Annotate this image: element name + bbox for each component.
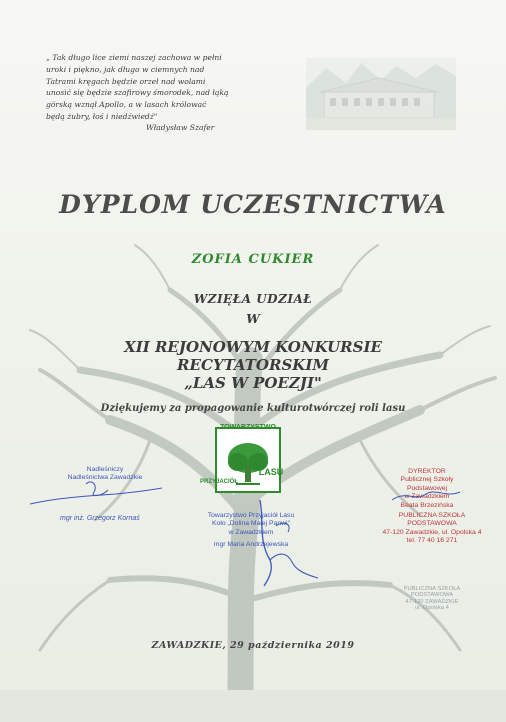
- stamp-line: DYREKTOR: [408, 468, 446, 475]
- quote-line: górską wznął Apollo, a w lasach królować: [46, 100, 207, 110]
- stamp-line: PODSTAWOWA: [410, 592, 454, 599]
- director-signature: [386, 486, 466, 506]
- date-place: ZAWADZKIE, 29 października 2019: [151, 640, 355, 651]
- stamp-school: [382, 512, 482, 546]
- stamp-line: Koło „Dolina Małej Panwi": [212, 520, 290, 528]
- stamp-line: 47-120 ZAWADZKIE: [405, 598, 459, 605]
- society-chair-name: mgr Maria Andrzejewska: [213, 541, 289, 548]
- stamp-line: Publicznej Szkoły Podstawowej: [400, 476, 454, 492]
- society-signature: [240, 490, 330, 590]
- logo-right-text: LASU: [258, 467, 284, 477]
- stamp-line: PUBLICZNA SZKOŁA: [403, 586, 461, 592]
- participation-text: WZIĘŁA UDZIAŁ: [193, 292, 313, 306]
- society-logo: [210, 422, 286, 498]
- diploma-title: DYPLOM UCZESTNICTWA: [59, 190, 447, 219]
- stamp-line: ul. Opolska 4: [415, 605, 449, 612]
- logo-left-text: PRZYJACIÓŁ: [199, 479, 238, 485]
- contest-name-line1: XII REJONOWYM KONKURSIE: [124, 338, 382, 356]
- quote-line: będą żubry, łoś i niedźwiedź": [46, 111, 158, 121]
- stamp-line: Towarzystwo Przyjaciół Lasu: [207, 512, 295, 519]
- forester-signature: [26, 476, 166, 516]
- stamp-line: 47-120 Zawadzkie, ul. Opolska 4: [382, 528, 482, 536]
- contest-name-line2: RECYTATORSKIM: [177, 356, 329, 374]
- quote-line: Tatrami kręgach będzie orzeł nad wolami: [46, 76, 206, 86]
- recipient-name: ZOFIA CUKIER: [191, 252, 315, 267]
- school-building-photo: [306, 58, 456, 130]
- quote-line: „ Tak długo lice ziemi naszej zachowa w pełni: [46, 53, 222, 62]
- thanks-text: Dziękujemy za propagowanie kulturotwórczej roli lasu: [100, 403, 406, 414]
- stamp-line: w Zawadzkiem: [228, 528, 274, 536]
- contest-title: „LAS W POEZJI": [184, 374, 322, 392]
- stamp-line: Nadleśniczy: [86, 466, 124, 473]
- stamp-line: tel. 77 40 16 271: [406, 537, 458, 545]
- stamp-line: PUBLICZNA SZKOŁA PODSTAWOWA: [398, 512, 466, 528]
- forester-name: mgr inż. Grzegorz Kornaś: [60, 515, 140, 522]
- preposition-text: W: [246, 312, 260, 326]
- quote-line: uroki i piękno, jak długo w ciemnych nad: [46, 64, 205, 74]
- logo-top-text: TOWARZYSTWO: [220, 424, 276, 431]
- stamp-line: Beata Brzezińska: [400, 501, 454, 509]
- quote-line: unosić się będzie szafirowy śmorodek, nad łąką: [46, 88, 229, 98]
- stamp-line: w Zawadzkiem: [404, 493, 450, 501]
- stamp-school-faded: [386, 586, 478, 612]
- quote-author: Władysław Szafer: [146, 123, 215, 132]
- stamp-line: Nadleśnictwa Zawadzkie: [67, 474, 143, 482]
- quote-text: [46, 52, 286, 123]
